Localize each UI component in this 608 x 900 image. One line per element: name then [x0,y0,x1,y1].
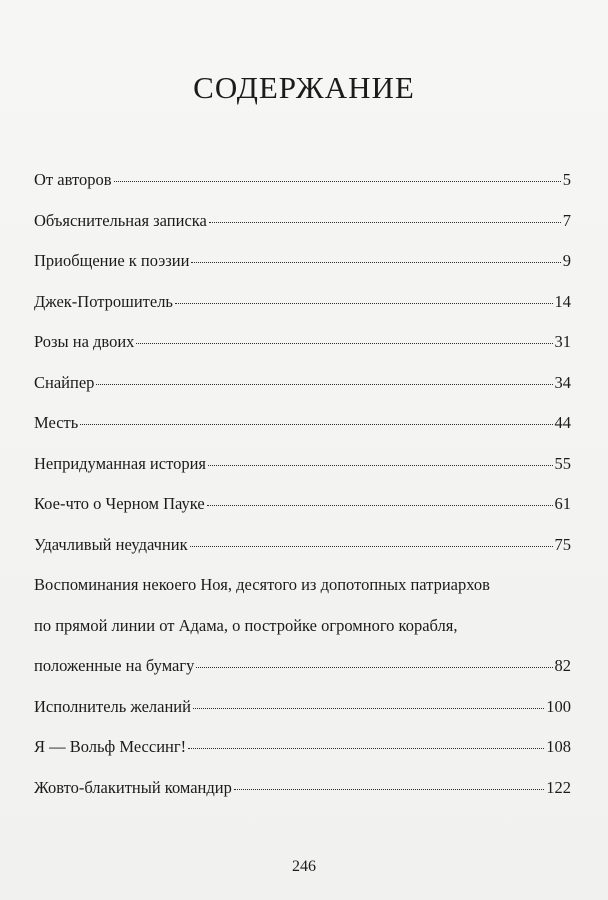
dot-leader [190,546,553,547]
toc-row [34,363,571,404]
dot-leader [136,343,552,344]
dot-leader [96,384,552,385]
toc-entry-title: От авторов [34,170,112,189]
toc-entry [34,727,571,768]
toc-entry-title: положенные на бумагу [34,656,195,675]
toc-entry-page: 14 [554,291,571,311]
toc-entry [34,282,571,323]
toc-entry-page: 122 [546,777,571,797]
toc-entry-title-line: по прямой линии от Адама, о постройке огромного корабля, [34,615,458,635]
toc-entry-title: Исполнитель желаний [34,696,191,716]
dot-leader [234,789,544,790]
toc-entry [34,768,571,809]
toc-row [34,282,571,323]
toc-row [34,160,571,201]
dot-leader [207,505,553,506]
toc-entry-page: 34 [554,372,571,392]
toc-entry-title: Я — Вольф Мессинг! [34,737,187,756]
toc-row [34,201,571,242]
toc-entry-page: 9 [562,251,571,270]
toc-entry-title: Удачливый неудачник [34,534,188,554]
toc-entry-page: 82 [554,656,571,675]
dot-leader [114,181,561,182]
toc-entry [34,444,571,485]
toc-entry-page: 5 [562,170,571,189]
toc-entry-page: 55 [554,453,571,473]
toc-row [34,241,571,282]
dot-leader [188,748,544,749]
toc-row [34,768,571,809]
dot-leader [191,262,560,263]
dot-leader [80,424,552,425]
toc-entry-title: Приобщение к поэзии [34,251,190,270]
toc-entry [34,160,571,201]
dot-leader [193,708,544,709]
toc-entry [34,525,571,566]
dot-leader [209,222,561,223]
toc-entry-title: Жовто-блакитный командир [34,777,232,797]
toc-entry-page: 31 [554,332,571,351]
toc-entry-page: 100 [546,696,571,716]
toc-entry [34,484,571,525]
table-of-contents [34,160,571,808]
toc-row [34,525,571,566]
toc-entry [34,403,571,444]
toc-entry-title: Розы на двоих [34,332,135,351]
toc-entry-page: 44 [554,413,571,432]
toc-entry [34,363,571,404]
toc-entry-title: Джек-Потрошитель [34,291,173,311]
toc-row [34,484,571,525]
toc-row [34,322,571,363]
toc-entry [34,322,571,363]
toc-row [34,727,571,768]
dot-leader [196,667,552,668]
toc-row [34,403,571,444]
toc-entry-title: Непридуманная история [34,453,206,473]
dot-leader [208,465,553,466]
page-number: 246 [292,858,316,875]
toc-entry-multiline [34,565,571,687]
toc-row [34,444,571,485]
toc-entry-page: 75 [554,534,571,554]
toc-row [34,687,571,728]
toc-entry [34,241,571,282]
toc-entry [34,687,571,728]
toc-entry-page: 7 [562,210,571,230]
toc-entry-title: Кое-что о Черном Пауке [34,494,205,513]
toc-entry [34,201,571,242]
toc-entry-page: 108 [546,737,571,756]
page-title: СОДЕРЖАНИЕ [193,70,415,105]
toc-row [34,646,571,687]
toc-entry-title-line: Воспоминания некоего Ноя, десятого из допотопных патриархов [34,575,490,594]
toc-entry-title: Объяснительная записка [34,210,207,230]
dot-leader [175,303,553,304]
toc-entry-title: Месть [34,413,79,432]
toc-entry-title: Снайпер [34,372,95,392]
toc-entry-page: 61 [554,494,571,513]
